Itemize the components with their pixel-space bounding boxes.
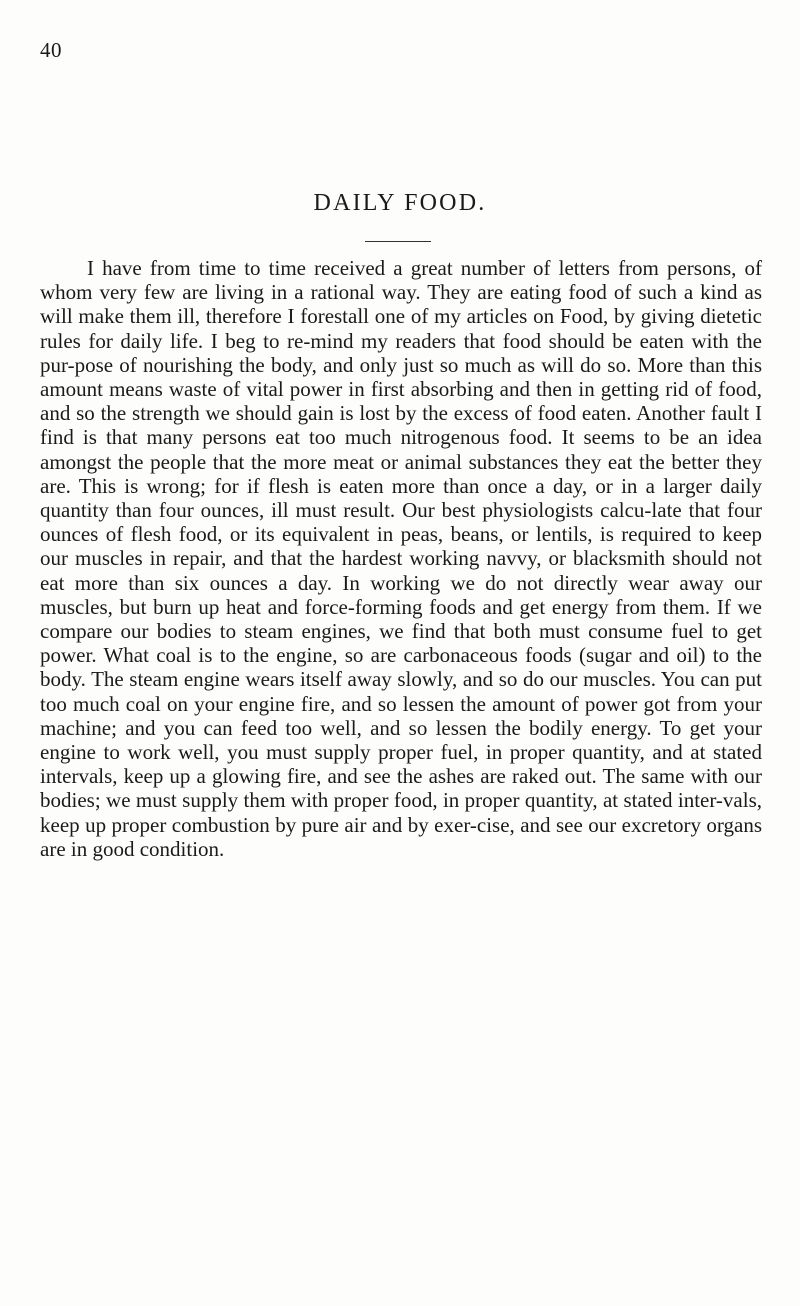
article-title: DAILY FOOD. — [313, 190, 487, 216]
page-number: 40 — [40, 38, 62, 62]
article-paragraph: I have from time to time received a great number of letters from persons, of whom very few are living in a rational way. They are eating food of such a kind as will make them ill, therefore I forestall one of my articles on Food, by giving dietetic rules for daily life. I beg to re-mind my readers that food should be eaten with the pur-pose of nourishing the body, and only just so much as will do so. More than this amount means waste of vital power in first absorbing and then in getting rid of food, and so the strength we should gain is lost by the excess of food eaten. Another fault I find is that many persons eat too much nitrogenous food. It seems to be an idea amongst the people that the more meat or animal substances they eat the better they are. This is wrong; for if flesh is eaten more than once a day, or in a larger daily quantity than four ounces, ill must result. Our best physiologists calcu-late that four ounces of flesh food, or its equivalent in peas, beans, or lentils, is required to keep our muscles in repair, and that the hardest working navvy, or blacksmith should not eat more than six ounces a day. In working we do not directly wear away our muscles, but burn up heat and force-forming foods and get energy from them. If we compare our bodies to steam engines, we find that both must consume fuel to get power. What coal is to the engine, so are carbonaceous foods (sugar and oil) to the body. The steam engine wears itself away slowly, and so do our muscles. You can put too much coal on your engine fire, and so lessen the amount of power got from your machine; and you can feed too well, and so lessen the bodily energy. To get your engine to work well, you must supply proper fuel, in proper quantity, and at stated intervals, keep up a glowing fire, and see the ashes are raked out. The same with our bodies; we must supply them with proper food, in proper quantity, at stated inter-vals, keep up proper combustion by pure air and by exer-cise, and see our excretory organs are in good condition. — [40, 256, 762, 861]
title-divider — [365, 241, 431, 242]
